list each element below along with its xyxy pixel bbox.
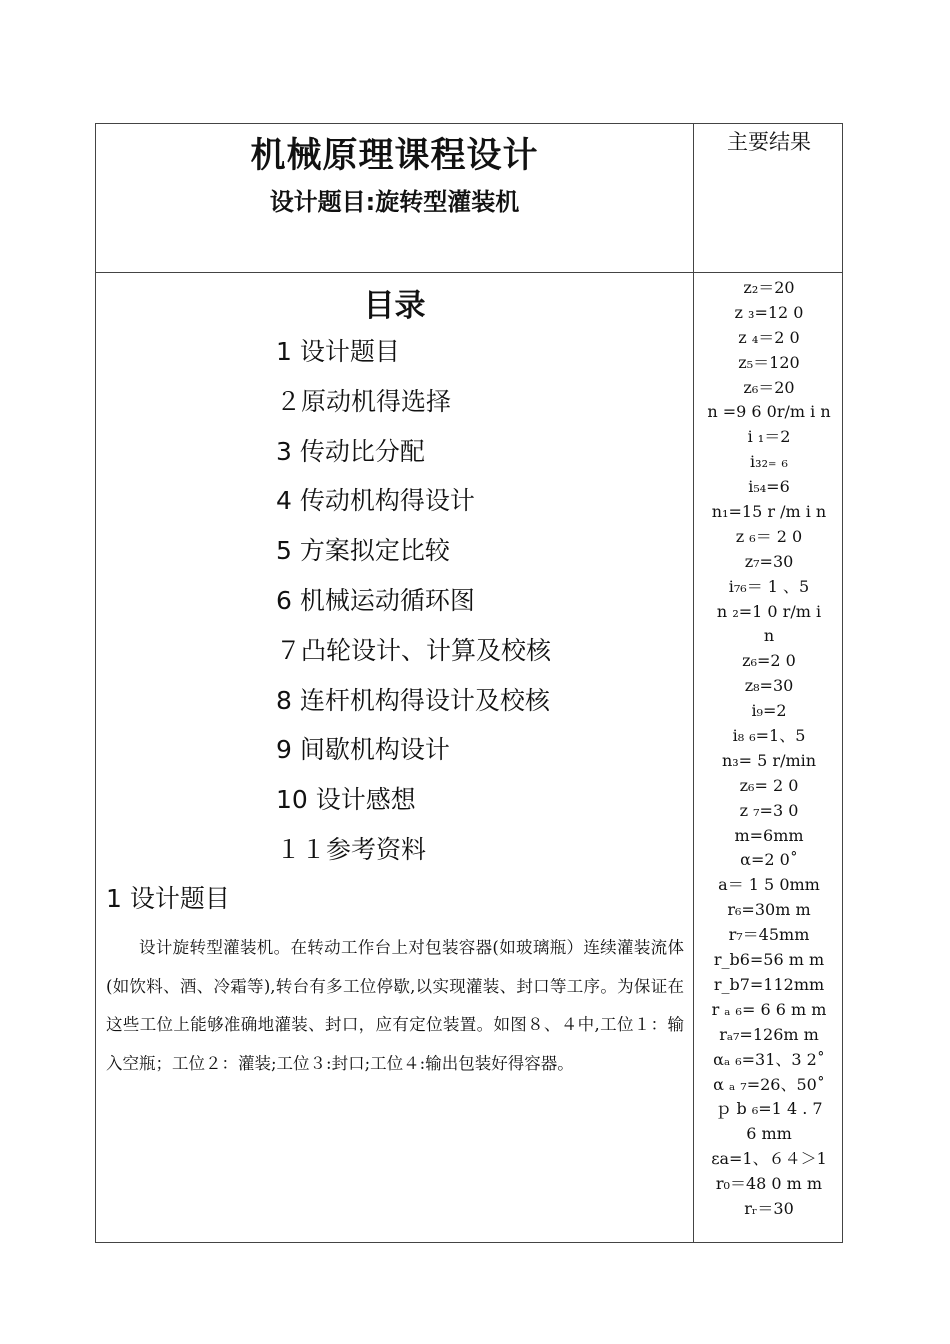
result-value: α=2 0˚ — [740, 850, 798, 870]
toc-item: 6 机械运动循环图 — [276, 585, 475, 615]
result-value: z ₇=3 0 — [739, 800, 799, 820]
header-row-divider — [96, 272, 842, 273]
toc-item: ２原动机得选择 — [276, 386, 452, 416]
result-value: n₁=15 r /m i n — [711, 502, 827, 522]
result-value: rₐ₇=126m m — [719, 1024, 819, 1044]
result-value: n =9 6 0r/m i n — [707, 402, 831, 422]
result-value: rᵣ＝30 — [744, 1198, 794, 1218]
result-value: n ₂=1 0 r/m i — [716, 601, 822, 621]
toc-item: ７凸轮设计、计算及校核 — [276, 635, 552, 665]
result-value: i ₁＝2 — [747, 427, 791, 447]
result-value: r ₐ ₆= 6 6 m m — [711, 999, 827, 1019]
result-value: i₃₂₌ ₆ — [750, 452, 788, 472]
result-value: i₅₄=6 — [748, 477, 790, 497]
section-body-text: 设计旋转型灌装机。在转动工作台上对包装容器(如玻璃瓶）连续灌装流体(如饮料、酒、冷霜等),转台有多工位停歇,以实现灌装、封口等工序。为保证在这些工位上能够准确地灌装、封口，应有定位装置。如图８、４中,工位１：输入空瓶；工位２：灌装;工位３:封口;工位４:输出包装好得容器。 — [106, 938, 684, 1073]
main-results-header: 主要结果 — [727, 130, 811, 154]
result-value: z ₆＝ 2 0 — [735, 526, 803, 546]
result-value: m=6mm — [734, 825, 804, 845]
design-subtitle: 设计题目:旋转型灌装机 — [269, 188, 520, 216]
result-value: z₅＝120 — [738, 352, 800, 372]
result-value: i₈ ₆=1、5 — [732, 726, 806, 746]
toc-item: １１参考资料 — [276, 834, 427, 864]
result-value: r_b7=112mm — [713, 974, 825, 994]
result-value: αₐ ₆=31、3 2˚ — [713, 1049, 825, 1069]
result-value: z₇=30 — [744, 551, 794, 571]
result-value: r₀＝48 0 m m — [715, 1174, 823, 1194]
result-value: r_b6=56 m m — [713, 950, 825, 970]
result-value: i₇₆＝ 1 、5 — [728, 576, 810, 596]
result-value: z₂＝20 — [743, 278, 795, 297]
result-value: 6 mm — [746, 1124, 792, 1144]
toc-item: 3 传动比分配 — [276, 436, 425, 466]
result-value: z₆=2 0 — [742, 651, 796, 671]
result-value: z ₃=12 0 — [734, 302, 804, 322]
toc-item: 5 方案拟定比较 — [276, 536, 450, 566]
toc-item: 9 间歇机构设计 — [276, 735, 450, 765]
result-value: n — [763, 626, 775, 646]
result-value: z₆= 2 0 — [739, 775, 799, 795]
toc-item: 4 传动机构得设计 — [276, 486, 475, 516]
result-value: r₇＝45mm — [728, 925, 810, 945]
result-value: ｐ b ₆=1 4 . 7 — [715, 1099, 823, 1119]
result-value: z₆＝20 — [743, 377, 795, 397]
result-value: z ₄＝2 0 — [738, 327, 800, 347]
toc-item: 10 设计感想 — [276, 785, 416, 815]
results-list — [694, 276, 844, 1222]
toc-title: 目录 — [363, 288, 426, 324]
toc-item: 1 设计题目 — [276, 337, 400, 366]
result-value: i₉=2 — [751, 701, 787, 721]
result-value: a＝ 1 5 0mm — [718, 875, 820, 895]
design-table — [95, 123, 843, 1243]
result-value: n₃= 5 r/min — [721, 750, 817, 770]
table-of-contents — [276, 332, 551, 880]
document-title: 机械原理课程设计 — [250, 135, 539, 176]
section-heading: 1 设计题目 — [106, 884, 230, 913]
toc-item: 8 连杆机构得设计及校核 — [276, 685, 550, 715]
result-value: z₈=30 — [744, 676, 794, 696]
result-value: r₆=30m m — [727, 900, 811, 920]
result-value: εa=1、６４＞1 — [711, 1149, 827, 1169]
result-value: α ₐ ₇=26、50˚ — [713, 1074, 825, 1094]
